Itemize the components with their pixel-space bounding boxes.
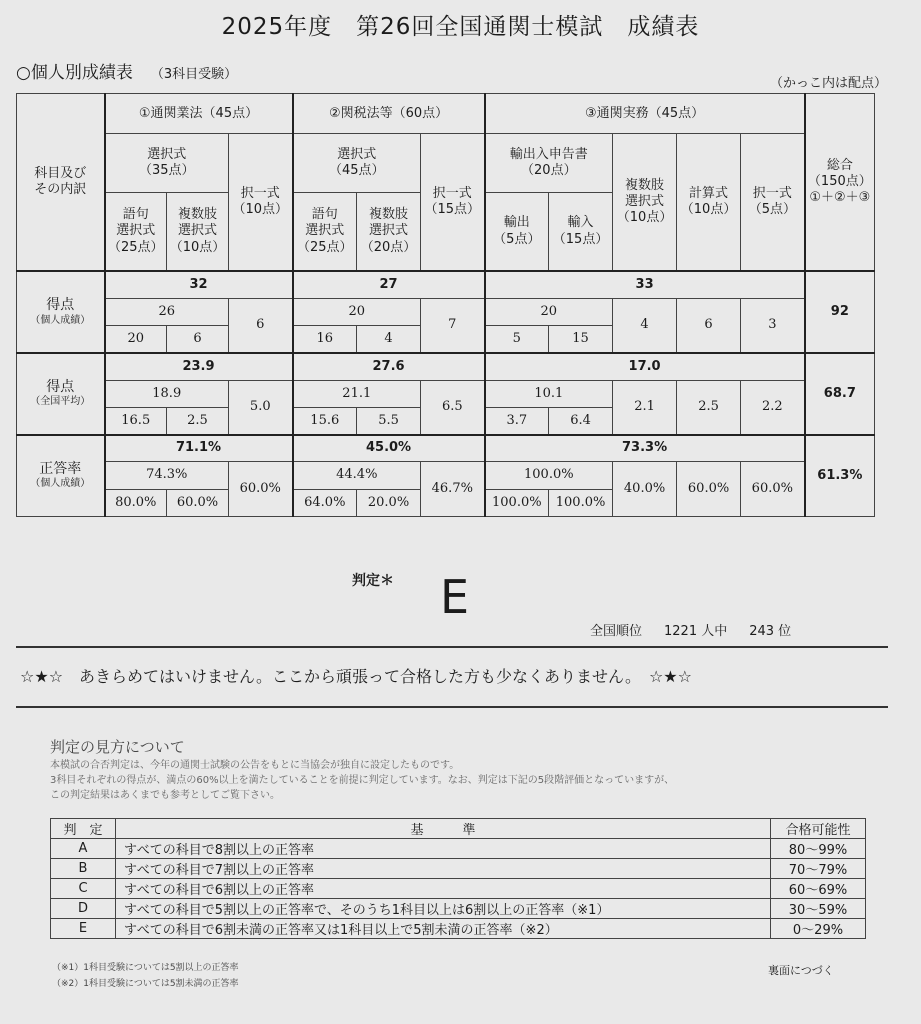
avg-s1-taku: 5.0 <box>229 380 293 435</box>
guide-line: 3科目それぞれの得点が、満点の60%以上を満たしていることを前提に判定しています。なお、判定は下記の5段階評価となっていますが、 <box>50 775 675 786</box>
total-header: 総合 （150点） ①＋②＋③ <box>805 94 875 272</box>
s1-goku-header: 語句 選択式 （25点） <box>105 192 167 271</box>
s3-taku-header: 択一式 （5点） <box>741 134 805 271</box>
avg-s3: 17.0 <box>485 353 805 380</box>
score-s2-choice: 20 <box>293 298 421 325</box>
score-s2-goku: 16 <box>293 326 357 353</box>
rank-label: 全国順位 <box>590 624 643 639</box>
avg-s1-multi: 2.5 <box>167 407 229 434</box>
avg-s3-taku: 2.2 <box>741 380 805 435</box>
s3-exp-header: 輸出 （5点） <box>485 192 549 271</box>
avg-s2-multi: 5.5 <box>357 407 421 434</box>
score-s2-taku: 7 <box>421 298 485 353</box>
criteria-probability: 70～79% <box>771 859 866 879</box>
score-s3-calc: 6 <box>677 298 741 353</box>
guide-text <box>50 758 890 803</box>
avg-s3-exp: 3.7 <box>485 407 549 434</box>
criteria-criterion: すべての科目で7割以上の正答率 <box>116 859 771 879</box>
avg-s1-choice: 18.9 <box>105 380 229 407</box>
subject1-header: ①通関業法（45点） <box>105 94 293 134</box>
criteria-criterion: すべての科目で5割以上の正答率で、そのうち1科目以上は6割以上の正答率（※1） <box>116 899 771 919</box>
rank-total: 1221 人中 <box>664 624 728 639</box>
criteria-grade: C <box>51 879 116 899</box>
rate-s2-multi: 20.0% <box>357 489 421 516</box>
rate-s1-choice: 74.3% <box>105 462 229 489</box>
subject3-header: ③通関実務（45点） <box>485 94 805 134</box>
criteria-table <box>50 818 866 939</box>
divider-top <box>16 646 888 648</box>
s3-multi-header: 複数肢 選択式 （10点） <box>613 134 677 271</box>
rate-s2-choice: 44.4% <box>293 462 421 489</box>
rate-s3-calc: 60.0% <box>677 462 741 517</box>
score-s3-taku: 3 <box>741 298 805 353</box>
s2-choice-header: 選択式 （45点） <box>293 134 421 193</box>
row-label-score-average: 得点 （全国平均） <box>17 353 105 435</box>
rank-position: 243 位 <box>749 624 792 639</box>
section-title-text: ○個人別成績表 <box>16 63 133 83</box>
rate-s3-decl: 100.0% <box>485 462 613 489</box>
s2-multi-header: 複数肢 選択式 （20点） <box>357 192 421 271</box>
avg-s3-imp: 6.4 <box>549 407 613 434</box>
rate-total: 61.3% <box>805 435 875 517</box>
criteria-grade: D <box>51 899 116 919</box>
rate-s1-goku: 80.0% <box>105 489 167 516</box>
score-s1-choice: 26 <box>105 298 229 325</box>
s2-taku-header: 択一式 （15点） <box>421 134 485 271</box>
criteria-row <box>51 899 866 919</box>
criteria-row <box>51 879 866 899</box>
score-s3-exp: 5 <box>485 326 549 353</box>
section-title <box>16 58 237 83</box>
s1-taku-header: 択一式 （10点） <box>229 134 293 271</box>
criteria-criterion: すべての科目で8割以上の正答率 <box>116 839 771 859</box>
criteria-row <box>51 919 866 939</box>
judgment-grade: E <box>440 570 470 624</box>
criteria-probability: 0～29% <box>771 919 866 939</box>
guide-line: この判定結果はあくまでも参考としてご覧下さい。 <box>50 790 280 801</box>
row-label-score-personal: 得点 （個人成績） <box>17 271 105 353</box>
score-s1-goku: 20 <box>105 326 167 353</box>
score-s3-decl: 20 <box>485 298 613 325</box>
criteria-header-probability: 合格可能性 <box>771 819 866 839</box>
section-title-note: （3科目受験） <box>150 67 238 82</box>
footnotes <box>52 960 239 992</box>
rate-s3-multi: 40.0% <box>613 462 677 517</box>
criteria-grade: A <box>51 839 116 859</box>
criteria-criterion: すべての科目で6割未満の正答率又は1科目以上で5割未満の正答率（※2） <box>116 919 771 939</box>
continued-note: 裏面につづく <box>768 964 834 977</box>
subject2-header: ②関税法等（60点） <box>293 94 485 134</box>
score-s3-imp: 15 <box>549 326 613 353</box>
encouragement-message: ☆★☆ あきらめてはいけません。ここから頑張って合格した方も少なくありません。 ☆★☆ <box>20 667 692 686</box>
avg-s2-taku: 6.5 <box>421 380 485 435</box>
s3-calc-header: 計算式 （10点） <box>677 134 741 271</box>
score-s2: 27 <box>293 271 485 298</box>
divider-bottom <box>16 706 888 708</box>
avg-s3-decl: 10.1 <box>485 380 613 407</box>
s3-decl-header: 輸出入申告書 （20点） <box>485 134 613 193</box>
rate-s3-taku: 60.0% <box>741 462 805 517</box>
score-s3: 33 <box>485 271 805 298</box>
row-label-header: 科目及び その内訳 <box>17 94 105 272</box>
avg-s2-goku: 15.6 <box>293 407 357 434</box>
criteria-row <box>51 859 866 879</box>
guide-line: 本模試の合否判定は、今年の通関士試験の公告をもとに当協会が独自に設定したものです。 <box>50 760 460 771</box>
score-table <box>16 93 875 517</box>
score-s1-taku: 6 <box>229 298 293 353</box>
criteria-probability: 30～59% <box>771 899 866 919</box>
rate-s1: 71.1% <box>105 435 293 462</box>
judgment-label: 判定＊ <box>352 573 394 589</box>
criteria-grade: B <box>51 859 116 879</box>
rate-s3-exp: 100.0% <box>485 489 549 516</box>
avg-s1: 23.9 <box>105 353 293 380</box>
criteria-row <box>51 839 866 859</box>
footnote: （※1）1科目受験については5割以上の正答率 <box>52 963 239 973</box>
criteria-grade: E <box>51 919 116 939</box>
rate-s1-taku: 60.0% <box>229 462 293 517</box>
score-s1: 32 <box>105 271 293 298</box>
national-rank <box>590 620 813 639</box>
points-note: （かっこ内は配点） <box>769 76 887 91</box>
criteria-header-grade: 判 定 <box>51 819 116 839</box>
criteria-probability: 80～99% <box>771 839 866 859</box>
score-s1-multi: 6 <box>167 326 229 353</box>
row-label-accuracy: 正答率 （個人成績） <box>17 435 105 517</box>
criteria-header-criterion: 基 準 <box>116 819 771 839</box>
s2-goku-header: 語句 選択式 （25点） <box>293 192 357 271</box>
rate-s2-goku: 64.0% <box>293 489 357 516</box>
rate-s3-imp: 100.0% <box>549 489 613 516</box>
criteria-probability: 60～69% <box>771 879 866 899</box>
s1-multi-header: 複数肢 選択式 （10点） <box>167 192 229 271</box>
page-title: 2025年度 第26回全国通関士模試 成績表 <box>221 14 700 40</box>
rate-s3: 73.3% <box>485 435 805 462</box>
avg-s2-choice: 21.1 <box>293 380 421 407</box>
s3-imp-header: 輸入 （15点） <box>549 192 613 271</box>
rate-s2-taku: 46.7% <box>421 462 485 517</box>
avg-s3-multi: 2.1 <box>613 380 677 435</box>
rate-s2: 45.0% <box>293 435 485 462</box>
rate-s1-multi: 60.0% <box>167 489 229 516</box>
guide-heading: 判定の見方について <box>50 738 185 756</box>
avg-total: 68.7 <box>805 353 875 435</box>
footnote: （※2）1科目受験については5割未満の正答率 <box>52 979 239 989</box>
avg-s2: 27.6 <box>293 353 485 380</box>
criteria-criterion: すべての科目で6割以上の正答率 <box>116 879 771 899</box>
avg-s1-goku: 16.5 <box>105 407 167 434</box>
score-s2-multi: 4 <box>357 326 421 353</box>
avg-s3-calc: 2.5 <box>677 380 741 435</box>
score-total: 92 <box>805 271 875 353</box>
score-s3-multi: 4 <box>613 298 677 353</box>
s1-choice-header: 選択式 （35点） <box>105 134 229 193</box>
